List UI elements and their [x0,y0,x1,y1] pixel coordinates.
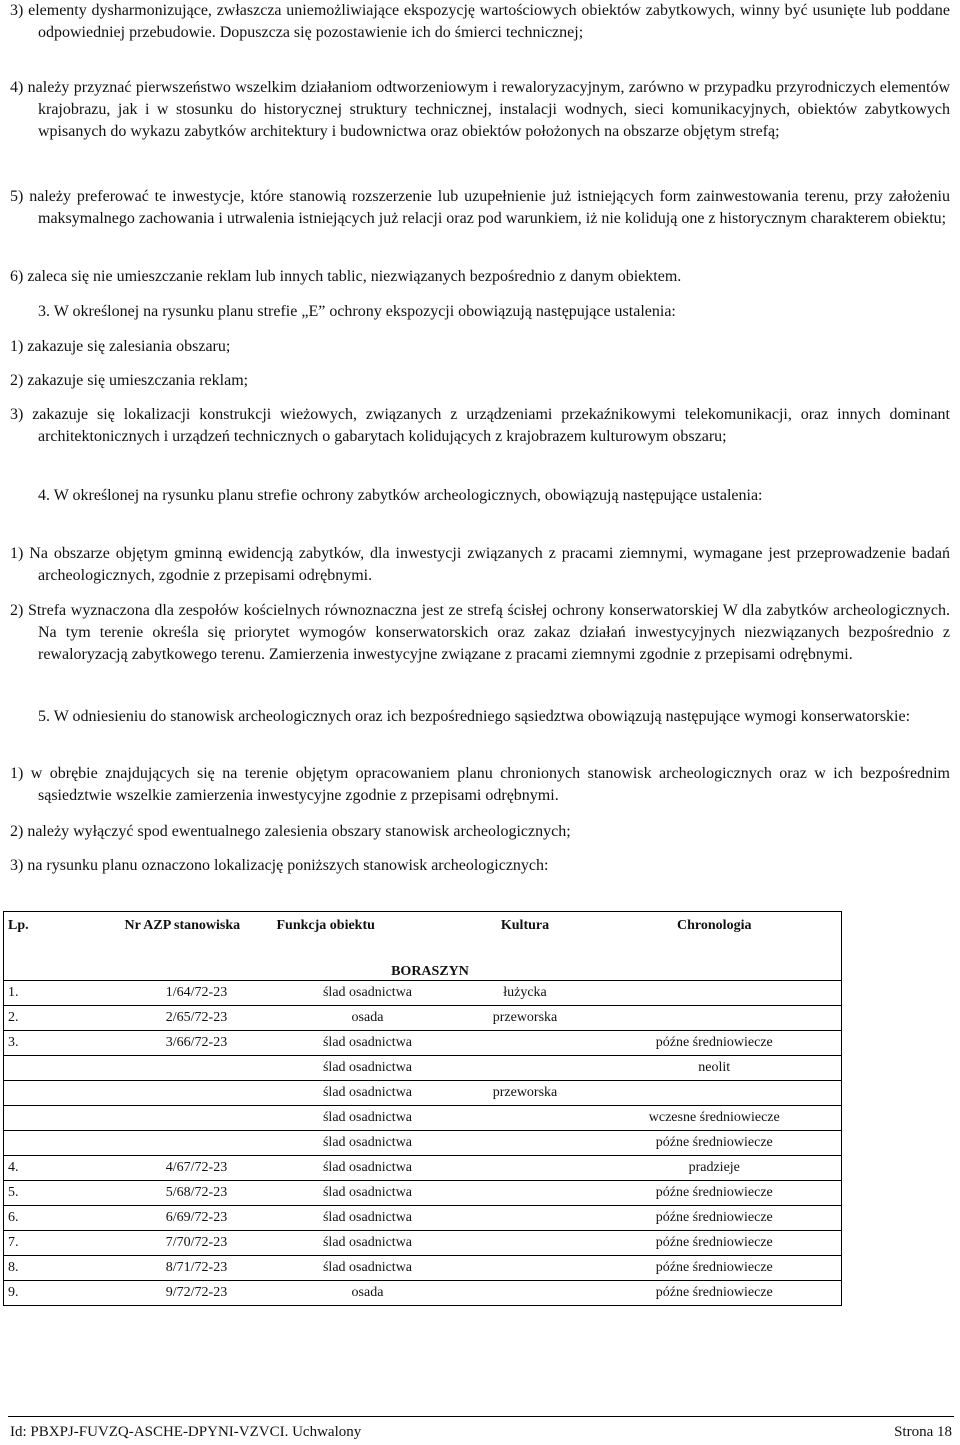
cell-kultura [463,1206,588,1231]
cell-nr-azp: 1/64/72-23 [121,981,273,1006]
cell-chronologia: późne średniowiecze [588,1206,842,1231]
header-funkcja: Funkcja obiektu [273,912,463,959]
cell-chronologia: pradzieje [588,1156,842,1181]
cell-funkcja: ślad osadnictwa [273,1031,463,1056]
cell-lp: 7. [4,1231,121,1256]
header-lp: Lp. [4,912,121,959]
table-row [4,1031,842,1056]
cell-chronologia: późne średniowiecze [588,1281,842,1306]
cell-lp [4,1081,121,1106]
cell-chronologia: późne średniowiecze [588,1131,842,1156]
cell-funkcja: ślad osadnictwa [273,1256,463,1281]
section-4-item-1: 1) Na obszarze objętym gminną ewidencją zabytków, dla inwestycji związanych z pracami ziemnymi, wymagane jest przeprowadzenie badań archeologicznych, zgodnie z przepisami odrębnymi. [10,545,950,584]
section-4-item-2: 2) Strefa wyznaczona dla zespołów kościelnych równoznaczna jest ze strefą ścisłej ochrony konserwatorskiej W dla zabytków archeologicznych. Na tym terenie określa się priorytet wymogów konserwatorskich oraz zakaz działań inwestycyjnych niezwiązanych bezpośrednio z rewaloryzacją zabytkowego terenu. Zamierzenia inwestycyjne związane z pracami ziemnymi zgodnie z przepisami odrębnymi. [10,602,950,663]
cell-funkcja: ślad osadnictwa [273,1231,463,1256]
paragraph-5-investments: 5) należy preferować te inwestycje, które stanowią rozszerzenie lub uzupełnienie już istniejących form zainwestowania terenu, przy założeniu maksymalnego zachowania i utrwalenia istniejących już relacji oraz pod warunkiem, iż nie kolidują one z historycznym charakterem obiektu; [10,188,950,227]
paragraph-4-priority: 4) należy przyznać pierwszeństwo wszelkim działaniom odtworzeniowym i rewaloryzacyjnym, zarówno w przypadku przyrodniczych elementów krajobrazu, jak i w stosunku do historycznej struktury technicznej, instalacji wodnych, sieci komunikacyjnych, obiektów zabytkowych wpisanych do wykazu zabytków architektury i budownictwa oraz obiektów położonych na obszarze objętym strefą; [10,79,950,140]
cell-kultura [463,1181,588,1206]
cell-funkcja: ślad osadnictwa [273,1106,463,1131]
cell-kultura [463,1131,588,1156]
cell-lp: 9. [4,1281,121,1306]
document-id: Id: PBXPJ-FUVZQ-ASCHE-DPYNI-VZVCI. Uchwalony [10,1424,362,1440]
section-5-item-1: 1) w obrębie znajdujących się na terenie objętym opracowaniem planu chronionych stanowisk archeologicznych oraz w ich bezpośrednim sąsiedztwie wszelkie zamierzenia inwestycyjne zgodnie z przepisami odrębnymi. [10,765,950,804]
cell-kultura [463,1156,588,1181]
cell-funkcja: osada [273,1006,463,1031]
section-5-heading: 5. W odniesieniu do stanowisk archeologicznych oraz ich bezpośredniego sąsiedztwa obowiązują następujące wymogi konserwatorskie: [38,708,911,725]
cell-chronologia: wczesne średniowiecze [588,1106,842,1131]
table-group-row [4,958,842,981]
cell-nr-azp: 2/65/72-23 [121,1006,273,1031]
cell-kultura [463,1281,588,1306]
cell-lp: 5. [4,1181,121,1206]
table-header-row [4,912,842,959]
section-5-item-2: 2) należy wyłączyć spod ewentualnego zalesienia obszary stanowisk archeologicznych; [10,823,571,840]
cell-lp: 4. [4,1156,121,1181]
cell-nr-azp: 3/66/72-23 [121,1031,273,1056]
table-row [4,1281,842,1306]
cell-lp [4,1056,121,1081]
cell-chronologia [588,981,842,1006]
cell-nr-azp: 7/70/72-23 [121,1231,273,1256]
group-label: BORASZYN [273,958,588,981]
cell-funkcja: ślad osadnictwa [273,1056,463,1081]
cell-nr-azp: 4/67/72-23 [121,1156,273,1181]
cell-nr-azp [121,1081,273,1106]
table-row [4,1106,842,1131]
section-3-item-2: 2) zakazuje się umieszczania reklam; [10,372,249,389]
cell-lp [4,1131,121,1156]
cell-chronologia: neolit [588,1056,842,1081]
cell-kultura: łużycka [463,981,588,1006]
footer-divider [8,1416,954,1417]
header-nr-azp: Nr AZP stanowiska [121,912,273,959]
cell-chronologia: późne średniowiecze [588,1231,842,1256]
cell-funkcja: osada [273,1281,463,1306]
paragraph-6-advertising: 6) zaleca się nie umieszczanie reklam lub innych tablic, niezwiązanych bezpośrednio z danym obiektem. [10,268,682,285]
cell-chronologia [588,1006,842,1031]
cell-kultura [463,1106,588,1131]
header-kultura: Kultura [463,912,588,959]
cell-funkcja: ślad osadnictwa [273,1206,463,1231]
cell-funkcja: ślad osadnictwa [273,1131,463,1156]
table-row [4,1231,842,1256]
cell-lp: 2. [4,1006,121,1031]
table-row [4,1181,842,1206]
cell-nr-azp: 9/72/72-23 [121,1281,273,1306]
section-3-item-1: 1) zakazuje się zalesiania obszaru; [10,338,231,355]
section-5-item-3: 3) na rysunku planu oznaczono lokalizację poniższych stanowisk archeologicznych: [10,857,549,874]
page-number: Strona 18 [894,1424,952,1440]
cell-lp: 1. [4,981,121,1006]
cell-chronologia [588,1081,842,1106]
table-row [4,1006,842,1031]
table-row [4,981,842,1006]
cell-lp: 3. [4,1031,121,1056]
cell-lp: 6. [4,1206,121,1231]
cell-nr-azp [121,1056,273,1081]
cell-kultura [463,1256,588,1281]
table-row [4,1131,842,1156]
section-3-item-3: 3) zakazuje się lokalizacji konstrukcji wieżowych, związanych z urządzeniami przekaźnikowymi telekomunikacji, oraz innych dominant architektonicznych i urządzeń technicznych o gabarytach kolidujących z krajobrazem kulturowym obszaru; [10,406,950,445]
table-row [4,1256,842,1281]
cell-lp [4,1106,121,1131]
section-4-heading: 4. W określonej na rysunku planu strefie ochrony zabytków archeologicznych, obowiązują następujące ustalenia: [38,487,763,504]
cell-chronologia: późne średniowiecze [588,1181,842,1206]
section-3-heading: 3. W określonej na rysunku planu strefie „E” ochrony ekspozycji obowiązują następujące ustalenia: [38,303,676,320]
cell-kultura [463,1031,588,1056]
table-row [4,1056,842,1081]
table-row [4,1081,842,1106]
header-chronologia: Chronologia [588,912,842,959]
cell-chronologia: późne średniowiecze [588,1031,842,1056]
cell-kultura [463,1056,588,1081]
table-row [4,1156,842,1181]
cell-nr-azp: 8/71/72-23 [121,1256,273,1281]
cell-nr-azp [121,1106,273,1131]
archaeological-sites-table [3,911,842,1306]
cell-nr-azp: 5/68/72-23 [121,1181,273,1206]
cell-kultura [463,1231,588,1256]
cell-kultura: przeworska [463,1081,588,1106]
cell-funkcja: ślad osadnictwa [273,981,463,1006]
paragraph-3-dysharmony: 3) elementy dysharmonizujące, zwłaszcza uniemożliwiające ekspozycję wartościowych obiektów zabytkowych, winny być usunięte lub poddane odpowiedniej przebudowie. Dopuszcza się pozostawienie ich do śmierci technicznej; [10,2,950,41]
cell-nr-azp: 6/69/72-23 [121,1206,273,1231]
cell-nr-azp [121,1131,273,1156]
cell-funkcja: ślad osadnictwa [273,1081,463,1106]
table-row [4,1206,842,1231]
cell-chronologia: późne średniowiecze [588,1256,842,1281]
cell-lp: 8. [4,1256,121,1281]
cell-kultura: przeworska [463,1006,588,1031]
cell-funkcja: ślad osadnictwa [273,1181,463,1206]
cell-funkcja: ślad osadnictwa [273,1156,463,1181]
